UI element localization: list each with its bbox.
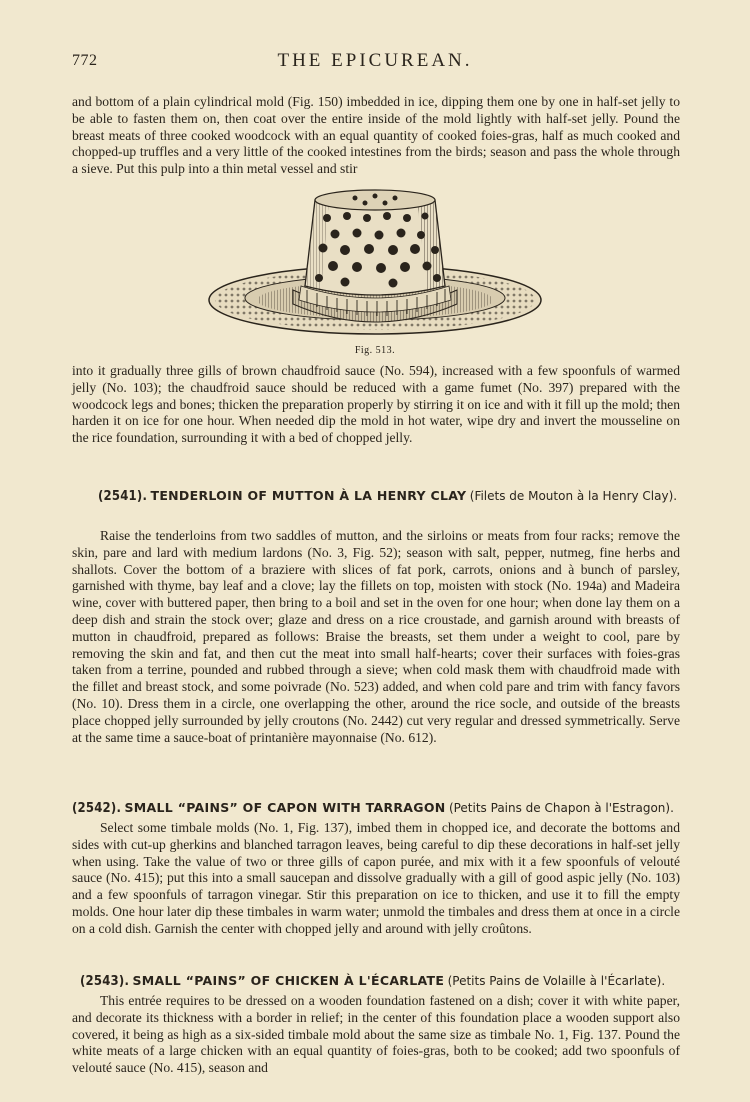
recipe-body-2543: This entrée requires to be dressed on a wooden foundation fastened on a dish; cover it with white paper, and decorate its thickness with a border in relief; in the center of this foundation place a wooden support also covered, it being as high as a six-sided timbale mold about the same size as timbale No. 1, Fig. 137. Pound the white meats of a large chicken with an equal quantity of foies-gras, both to be cooked; add two spoonfuls of velouté sauce (No. 415), season and [72,993,680,1076]
recipe-heading-2543 [72,972,680,990]
recipe-number: (2541). [98,489,148,504]
recipe-body-2542: Select some timbale molds (No. 1, Fig. 137), imbed them in chopped ice, and decorate the bottoms and sides with cut-up gherkins and blanched tarragon leaves, being careful to dip these decorations in half-set jelly when using. Take the value of two or three gills of capon purée, and mix with it a few spoonfuls of velouté sauce (No. 415); put this into a small saucepan and dissolve gradually with a gill of good aspic jelly (No. 103) and a few spoonfuls of tarragon vinegar. Stir this preparation on ice to thicken, and use it to fill the empty molds. One hour later dip these timbales in warm water; unmold the timbales and dress them at once in a circle on a cold dish. Garnish the center with chopped jelly and around with jelly croûtons. [72,820,680,936]
recipe-number: (2543). [80,974,130,989]
timbale-illustration [205,178,545,343]
recipe-number: (2542). [72,801,122,816]
top-paragraph: and bottom of a plain cylindrical mold (Fig. 150) imbedded in ice, dipping them one by one in half-set jelly to be able to fasten them on, then coat over the entire inside of the mold lightly with half-set jelly. Pound the breast meats of three cooked woodcock with an equal quantity of cooked foies-gras, half as much cooked and chopped-up truffles and a very little of the cooked intestines from the birds; season and pass the whole through a sieve. Put this pulp into a thin metal vessel and stir [72,94,680,177]
recipe-french-title: (Filets de Mouton à la Henry Clay). [469,489,678,503]
page-header [72,50,678,76]
running-title: THE EPICUREAN. [277,50,473,71]
recipe-french-title: (Petits Pains de Chapon à l'Estragon). [448,801,674,815]
recipe-heading-2542 [72,799,680,817]
recipe-title: SMALL “PAINS” OF CHICKEN À L'ÉCARLATE [132,973,445,988]
recipe-title: TENDERLOIN OF MUTTON À LA HENRY CLAY [150,488,467,503]
after-figure-paragraph: into it gradually three gills of brown chaudfroid sauce (No. 594), increased with a few spoonfuls of warmed jelly (No. 103); the chaudfroid sauce should be reduced with a game fumet (No. 397) prepared with the woodcock legs and bones; thicken the preparation properly by stirring it on ice and with it fill up the mold; then harden it on ice for one hour. When needed dip the mold in hot water, wipe dry and invert the mousseline on the rice foundation, surrounding it with a bed of chopped jelly. [72,363,680,446]
page-number: 772 [72,52,98,69]
recipe-french-title: (Petits Pains de Volaille à l'Écarlate). [447,974,666,988]
recipe-heading-2541 [72,487,680,505]
figure-caption: Fig. 513. [354,345,396,356]
recipe-title: SMALL “PAINS” OF CAPON WITH TARRAGON [124,800,446,815]
recipe-body-2541: Raise the tenderloins from two saddles of mutton, and the sirloins or meats from four racks; remove the skin, pare and lard with medium lardons (No. 3, Fig. 52); season with salt, pepper, nutmeg, fine herbs and shallots. Cover the bottom of a braziere with slices of fat pork, carrots, onions and à bunch of parsley, garnished with thyme, bay leaf and a clove; lay the fillets on top, moisten with stock (No. 194a) and Madeira wine, cover with buttered paper, then bring to a boil and set in the oven for one hour; when done lay them on a deep dish and strain the stock over; glaze and dress on a rice croustade, and garnish around with breasts of mutton in chaudfroid, prepared as follows: Braise the breasts, set them under a weight to cool, pare by removing the skin and fat, and then cut the meat into small half-hearts; cover their surfaces with foies-gras taken from a terrine, pounded and rubbed through a sieve; when cold mask them with chaudfroid made with the fillet and breast stock, and some poivrade (No. 523) added, and when cold pare and trim with fancy favors (No. 10). Dress them in a circle, one overlapping the other, around the rice socle, and outside of the breasts place chopped jelly surrounded by jelly croutons (No. 2442) cut very regular and dressed symmetrically. Serve at the same time a sauce-boat of printanière mayonnaise (No. 612). [72,528,680,745]
